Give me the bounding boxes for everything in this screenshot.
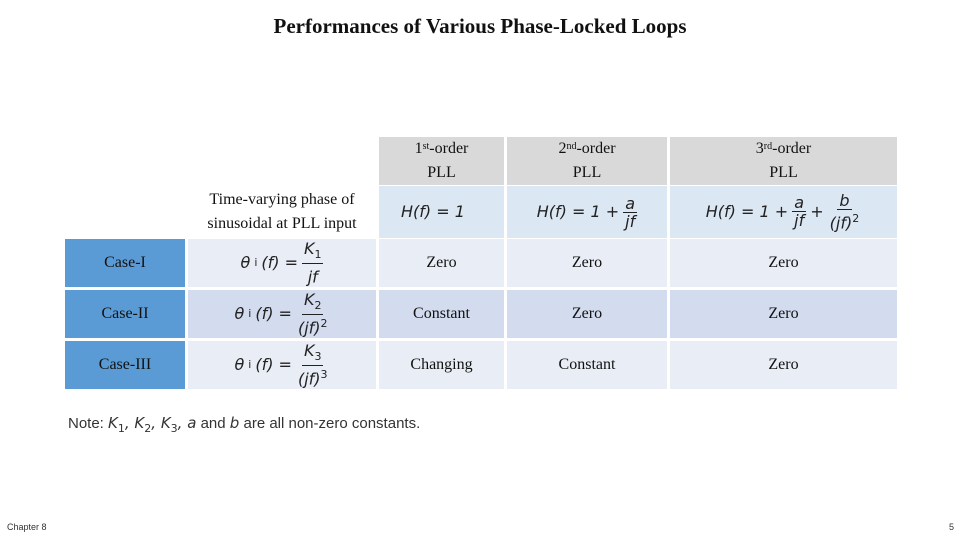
result-1st: Zero — [379, 239, 504, 287]
input-phase-formula: θ i (f) = $\frac{K_1}{jf}$ — [188, 239, 376, 287]
transfer-fn-3rd: H(f) = 1 + $\frac{a}{jf}$ + $\frac{b}{(jf)^2}$ — [670, 186, 897, 238]
result-2nd: Zero — [507, 290, 667, 338]
result-2nd: Zero — [507, 239, 667, 287]
transfer-fn-1st: H(f) = 1 — [379, 186, 504, 238]
result-2nd: Constant — [507, 341, 667, 389]
result-1st: Constant — [379, 290, 504, 338]
transfer-fn-2nd: H(f) = 1 + $\frac{a}{jf}$ — [507, 186, 667, 238]
case-label: Case-I — [65, 239, 185, 287]
result-1st: Changing — [379, 341, 504, 389]
col-header-1st: 1st-order PLL — [379, 137, 504, 185]
input-phase-formula: θ i (f) = $\frac{K_3}{(jf)^3}$ — [188, 341, 376, 389]
row-header-label: Time-varying phase of sinusoidal at PLL input — [188, 186, 376, 238]
case-label: Case-II — [65, 290, 185, 338]
result-3rd: Zero — [670, 239, 897, 287]
input-phase-formula: θ i (f) = $\frac{K_2}{(jf)^2}$ — [188, 290, 376, 338]
result-3rd: Zero — [670, 290, 897, 338]
col-header-3rd: 3rd-order PLL — [670, 137, 897, 185]
case-label: Case-III — [65, 341, 185, 389]
result-3rd: Zero — [670, 341, 897, 389]
footnote: Note: $K_1$, $K_2$, $K_3$, a and b are all non-zero constants. — [68, 414, 421, 435]
slide-title: Performances of Various Phase-Locked Loops — [273, 14, 687, 38]
col-header-2nd: 2nd-order PLL — [507, 137, 667, 185]
footer-chapter: Chapter 8 — [7, 522, 47, 532]
footer-page-number: 5 — [948, 522, 954, 532]
